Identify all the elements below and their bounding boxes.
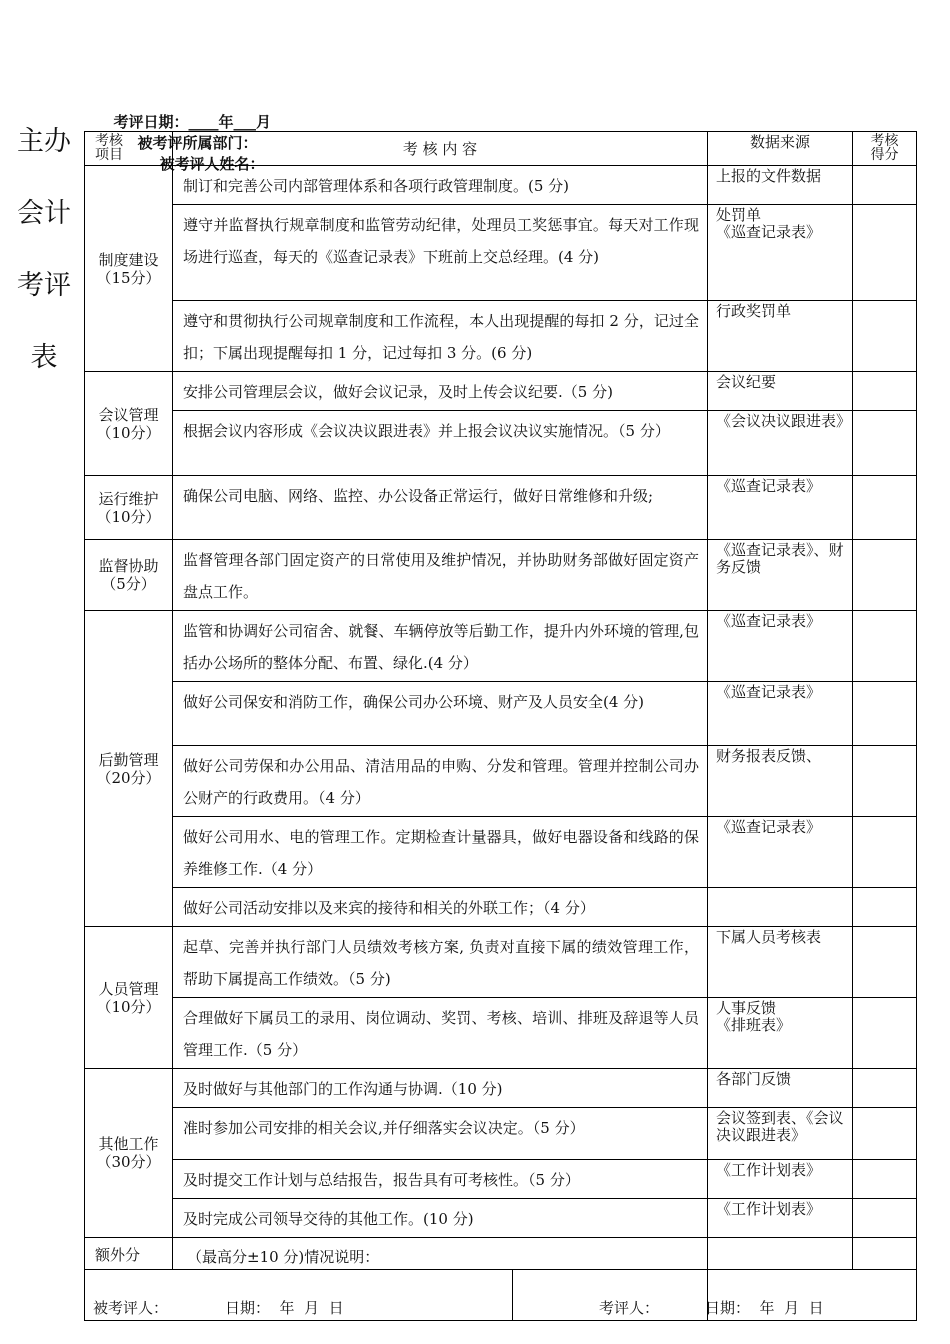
extra-score-cell[interactable]: [853, 1238, 917, 1270]
score-cell[interactable]: [853, 1160, 917, 1199]
evaluator-date: 日期： 年 月 日: [705, 1299, 824, 1317]
source-cell: 财务报表反馈、: [708, 746, 853, 817]
source-cell: 各部门反馈: [708, 1069, 853, 1108]
content-cell: 做好公司活动安排以及来宾的接待和相关的外联工作；（4 分）: [173, 888, 708, 927]
evaluator-label: 考评人：: [599, 1299, 660, 1317]
content-cell: 监督管理各部门固定资产的日常使用及维护情况，并协助财务部做好固定资产盘点工作。: [173, 540, 708, 611]
content-cell: 做好公司保安和消防工作，确保公司办公环境、财产及人员安全(4 分): [173, 682, 708, 746]
content-cell: 合理做好下属员工的录用、岗位调动、奖罚、考核、培训、排班及辞退等人员管理工作.（5 分）: [173, 998, 708, 1069]
table-row: [85, 166, 917, 205]
signature-area: [85, 1270, 708, 1321]
source-cell: 《巡查记录表》: [708, 682, 853, 746]
source-cell: 会议签到表、《会议决议跟进表》: [708, 1108, 853, 1160]
score-cell[interactable]: [853, 540, 917, 611]
table-row: [85, 746, 917, 817]
content-cell: 及时提交工作计划与总结报告，报告具有可考核性。（5 分）: [173, 1160, 708, 1199]
score-cell[interactable]: [853, 411, 917, 476]
source-cell: 《巡查记录表》、财务反馈: [708, 540, 853, 611]
source-cell: 上报的文件数据: [708, 166, 853, 205]
score-cell[interactable]: [853, 888, 917, 927]
category-cell: 制度建设 （15分）: [85, 166, 173, 372]
category-cell: 人员管理 （10分）: [85, 927, 173, 1069]
table-row: [85, 1069, 917, 1108]
score-cell[interactable]: [853, 166, 917, 205]
content-cell: 做好公司劳保和办公用品、清洁用品的申购、分发和管理。管理并控制公司办公财产的行政费用。（4 分）: [173, 746, 708, 817]
score-cell[interactable]: [853, 998, 917, 1069]
table-row: [85, 611, 917, 682]
table-row: [85, 998, 917, 1069]
table-row: [85, 301, 917, 372]
category-cell: 监督协助 （5分）: [85, 540, 173, 611]
table-row: [85, 372, 917, 411]
table-row: [85, 1160, 917, 1199]
source-cell: 会议纪要: [708, 372, 853, 411]
content-cell: 确保公司电脑、网络、监控、办公设备正常运行，做好日常维修和升级;: [173, 476, 708, 540]
score-cell[interactable]: [853, 611, 917, 682]
score-cell[interactable]: [853, 372, 917, 411]
extra-category-cell: 额外分: [85, 1238, 173, 1270]
evaluation-table: [84, 131, 917, 1321]
signature-row: [85, 1270, 917, 1321]
content-cell: 及时做好与其他部门的工作沟通与协调.（10 分): [173, 1069, 708, 1108]
table-row: [85, 476, 917, 540]
header-source: 数据来源: [708, 132, 853, 166]
score-cell[interactable]: [853, 817, 917, 888]
content-cell: 做好公司用水、电的管理工作。定期检查计量器具，做好电器设备和线路的保养维修工作.（4 分）: [173, 817, 708, 888]
evaluation-date-label: 考评日期：____年___月: [113, 113, 271, 131]
table-row: [85, 1108, 917, 1160]
extra-source-cell: [708, 1238, 853, 1270]
source-cell: 《会议决议跟进表》: [708, 411, 853, 476]
score-cell[interactable]: [853, 476, 917, 540]
content-cell: 安排公司管理层会议，做好会议记录，及时上传会议纪要.（5 分): [173, 372, 708, 411]
score-cell[interactable]: [853, 682, 917, 746]
table-row: [85, 205, 917, 301]
header-item: 考核 项目: [85, 132, 173, 166]
table-row: [85, 927, 917, 998]
title-part: 表: [30, 342, 58, 373]
employee-name-label: 被考评人姓名：: [159, 155, 265, 173]
title-part: 会计: [17, 198, 71, 229]
content-cell: 遵守并监督执行规章制度和监管劳动纪律，处理员工奖惩事宜。每天对工作现场进行巡查，每天的《巡查记录表》下班前上交总经理。(4 分): [173, 205, 708, 301]
score-cell[interactable]: [853, 1199, 917, 1238]
content-cell: 遵守和贯彻执行公司规章制度和工作流程，本人出现提醒的每扣 2 分，记过全扣；下属出现提醒每扣 1 分，记过每扣 3 分。(6 分): [173, 301, 708, 372]
category-cell: 其他工作 （30分）: [85, 1069, 173, 1238]
header-score: 考核 得分: [853, 132, 917, 166]
table-row: [85, 1199, 917, 1238]
source-cell: 处罚单 《巡查记录表》: [708, 205, 853, 301]
source-cell: 行政奖罚单: [708, 301, 853, 372]
source-cell: 《巡查记录表》: [708, 611, 853, 682]
score-cell[interactable]: [853, 746, 917, 817]
table-row: [85, 817, 917, 888]
category-cell: 运行维护 （10分）: [85, 476, 173, 540]
evaluatee-label: 被考评人：: [93, 1299, 169, 1317]
evaluatee-date: 日期： 年 月 日: [225, 1299, 344, 1317]
source-cell: 人事反馈 《排班表》: [708, 998, 853, 1069]
score-cell[interactable]: [853, 927, 917, 998]
source-cell: 《工作计划表》: [708, 1160, 853, 1199]
table-row: [85, 540, 917, 611]
content-cell: 准时参加公司安排的相关会议,并仔细落实会议决定。（5 分）: [173, 1108, 708, 1160]
title-part: 主办: [17, 126, 71, 157]
score-cell[interactable]: [853, 301, 917, 372]
source-cell: 《工作计划表》: [708, 1199, 853, 1238]
content-cell: 监管和协调好公司宿舍、就餐、车辆停放等后勤工作，提升内外环境的管理,包括办公场所的整体分配、布置、绿化.(4 分）: [173, 611, 708, 682]
score-cell[interactable]: [853, 1108, 917, 1160]
content-cell: 及时完成公司领导交待的其他工作。(10 分): [173, 1199, 708, 1238]
table-header-row: [85, 132, 917, 166]
signature-divider: [512, 1270, 513, 1320]
source-cell: 《巡查记录表》: [708, 476, 853, 540]
source-cell: 下属人员考核表: [708, 927, 853, 998]
table-row: [85, 682, 917, 746]
evaluator-date-cell: [705, 1270, 917, 1321]
header-content: 考 核 内 容: [173, 132, 708, 166]
extra-points-row: [85, 1238, 917, 1270]
source-cell: [708, 888, 853, 927]
table-row: [85, 411, 917, 476]
content-cell: 起草、完善并执行部门人员绩效考核方案, 负责对直接下属的绩效管理工作，帮助下属提高工作绩效。（5 分): [173, 927, 708, 998]
category-cell: 会议管理 （10分）: [85, 372, 173, 476]
content-cell: 根据会议内容形成《会议决议跟进表》并上报会议决议实施情况。（5 分）: [173, 411, 708, 476]
content-cell: 制订和完善公司内部管理体系和各项行政管理制度。(5 分): [173, 166, 708, 205]
category-cell: 后勤管理 （20分）: [85, 611, 173, 927]
source-cell: 《巡查记录表》: [708, 817, 853, 888]
table-row: [85, 888, 917, 927]
title-part: 考评: [17, 270, 71, 301]
score-cell[interactable]: [853, 205, 917, 301]
extra-content-cell: （最高分±10 分)情况说明：: [173, 1238, 708, 1270]
score-cell[interactable]: [853, 1069, 917, 1108]
department-label: 被考评所属部门：: [137, 134, 258, 152]
vertical-title: [14, 120, 74, 408]
